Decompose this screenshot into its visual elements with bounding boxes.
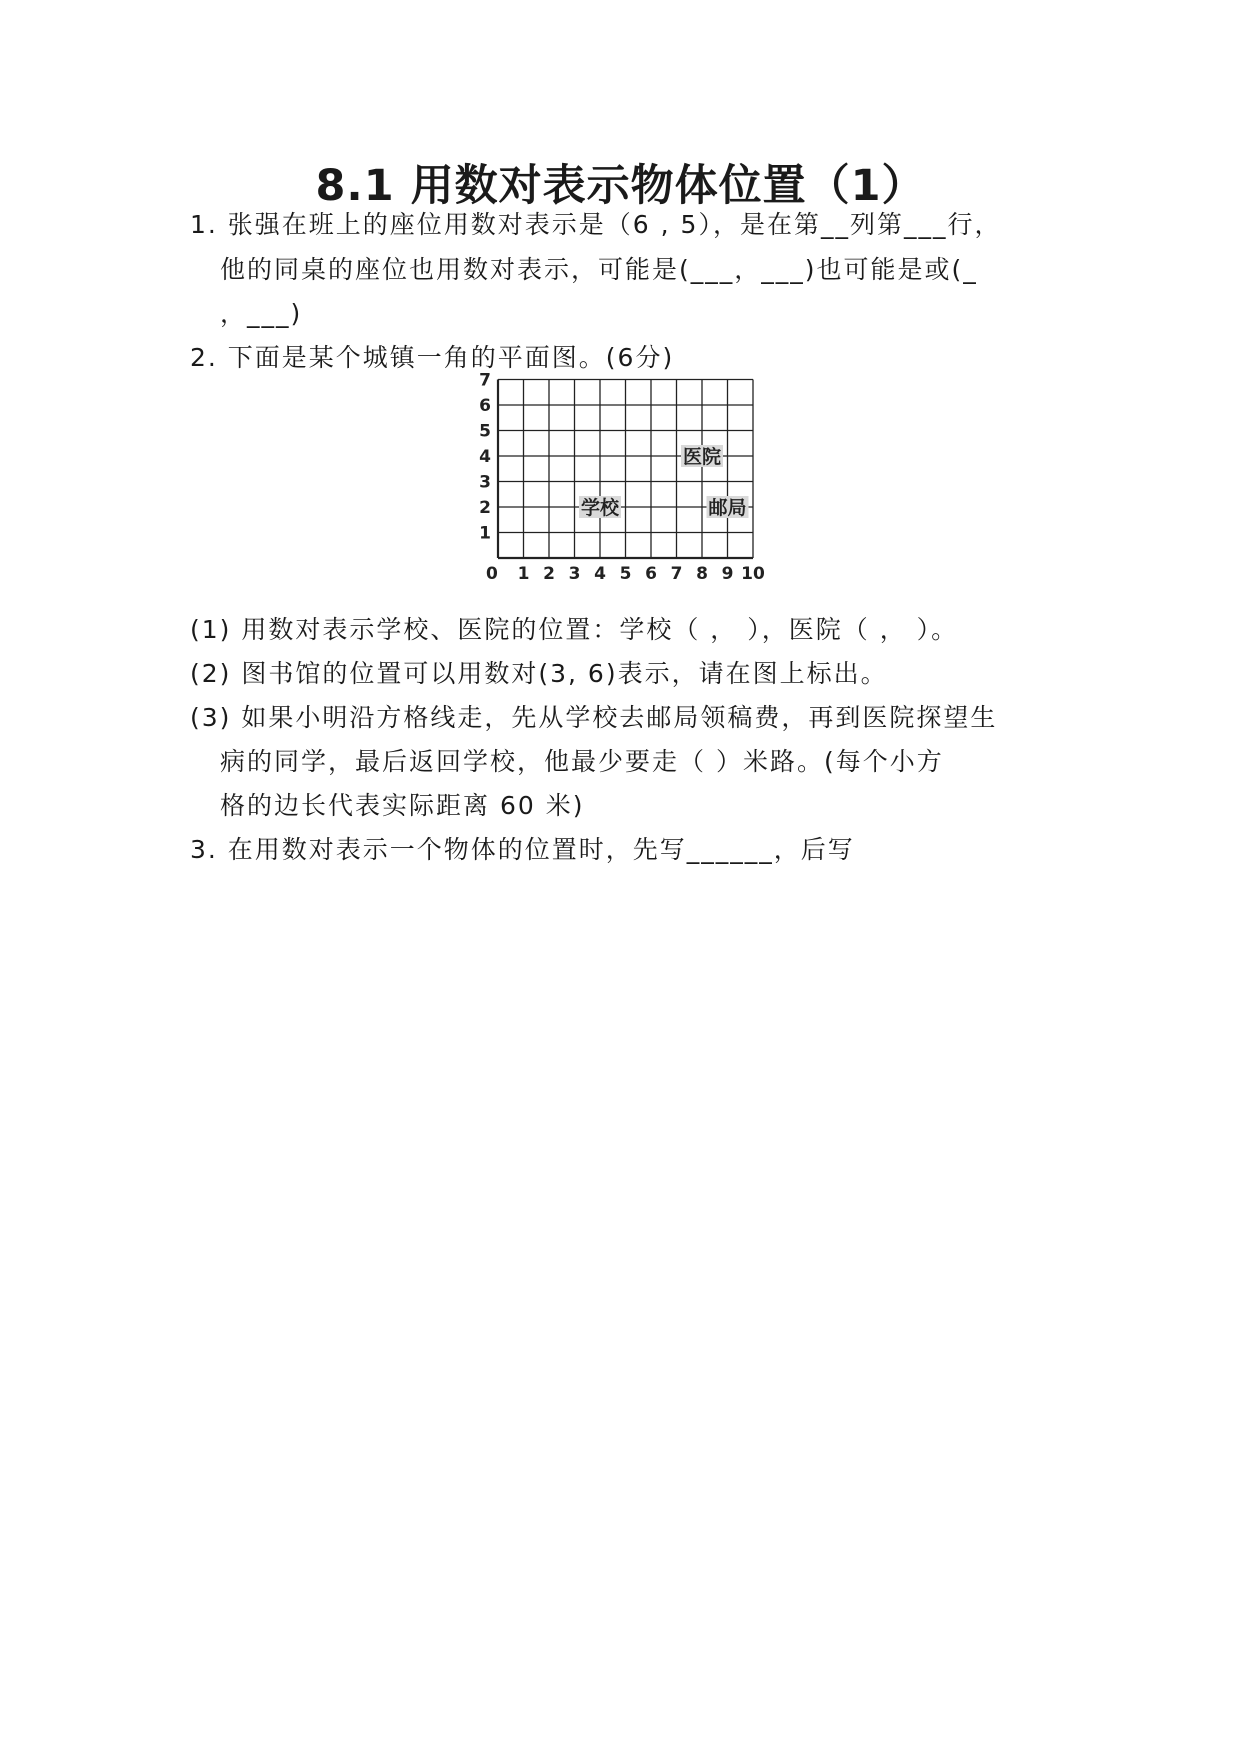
x-tick-label: 10: [741, 564, 765, 584]
question-2-part-3-line-2: 病的同学，最后返回学校，他最少要走（ ）米路。(每个小方: [220, 747, 944, 776]
y-tick-label: 4: [479, 447, 491, 467]
y-tick-label: 2: [479, 498, 491, 518]
question-1-line-3: ，___): [220, 299, 303, 328]
x-tick-label: 4: [594, 564, 606, 584]
x-tick-label: 2: [543, 564, 555, 584]
question-1-line-2: 他的同桌的座位也用数对表示，可能是(___，___)也可能是或(_: [220, 255, 978, 284]
origin-label: 0: [486, 564, 498, 584]
x-tick-label: 7: [670, 564, 683, 584]
question-2-part-1: (1) 用数对表示学校、医院的位置：学校（ ， ），医院（ ， ）。: [190, 615, 959, 644]
page-title: 8.1 用数对表示物体位置（1）: [315, 161, 926, 211]
x-tick-label: 9: [721, 564, 734, 584]
place-label: 医院: [682, 446, 722, 468]
town-map-figure: [470, 370, 770, 590]
y-tick-label: 1: [479, 523, 491, 544]
x-tick-label: 5: [619, 564, 632, 584]
question-1-line-1: 1. 张强在班上的座位用数对表示是（6 , 5），是在第__列第___行，: [190, 210, 1002, 239]
x-tick-label: 3: [568, 564, 581, 584]
y-tick-label: 3: [479, 472, 491, 493]
question-2-heading: 2. 下面是某个城镇一角的平面图。(6分): [190, 343, 675, 372]
question-3-line-1: 3. 在用数对表示一个物体的位置时，先写______，后写: [190, 835, 855, 864]
x-tick-label: 8: [696, 564, 708, 584]
place-label: 邮局: [708, 497, 747, 519]
town-map-grid: [470, 370, 770, 590]
x-tick-label: 1: [517, 564, 530, 584]
question-2-part-2: (2) 图书馆的位置可以用数对(3, 6)表示，请在图上标出。: [190, 659, 888, 688]
question-2-part-3-line-1: (3) 如果小明沿方格线走，先从学校去邮局领稿费，再到医院探望生: [190, 703, 998, 732]
y-tick-label: 6: [479, 396, 491, 416]
question-2-part-3-line-3: 格的边长代表实际距离 60 米): [220, 791, 585, 820]
y-tick-label: 5: [479, 421, 491, 442]
place-label: 学校: [580, 497, 620, 519]
x-tick-label: 6: [645, 564, 657, 584]
y-tick-label: 7: [479, 370, 491, 391]
